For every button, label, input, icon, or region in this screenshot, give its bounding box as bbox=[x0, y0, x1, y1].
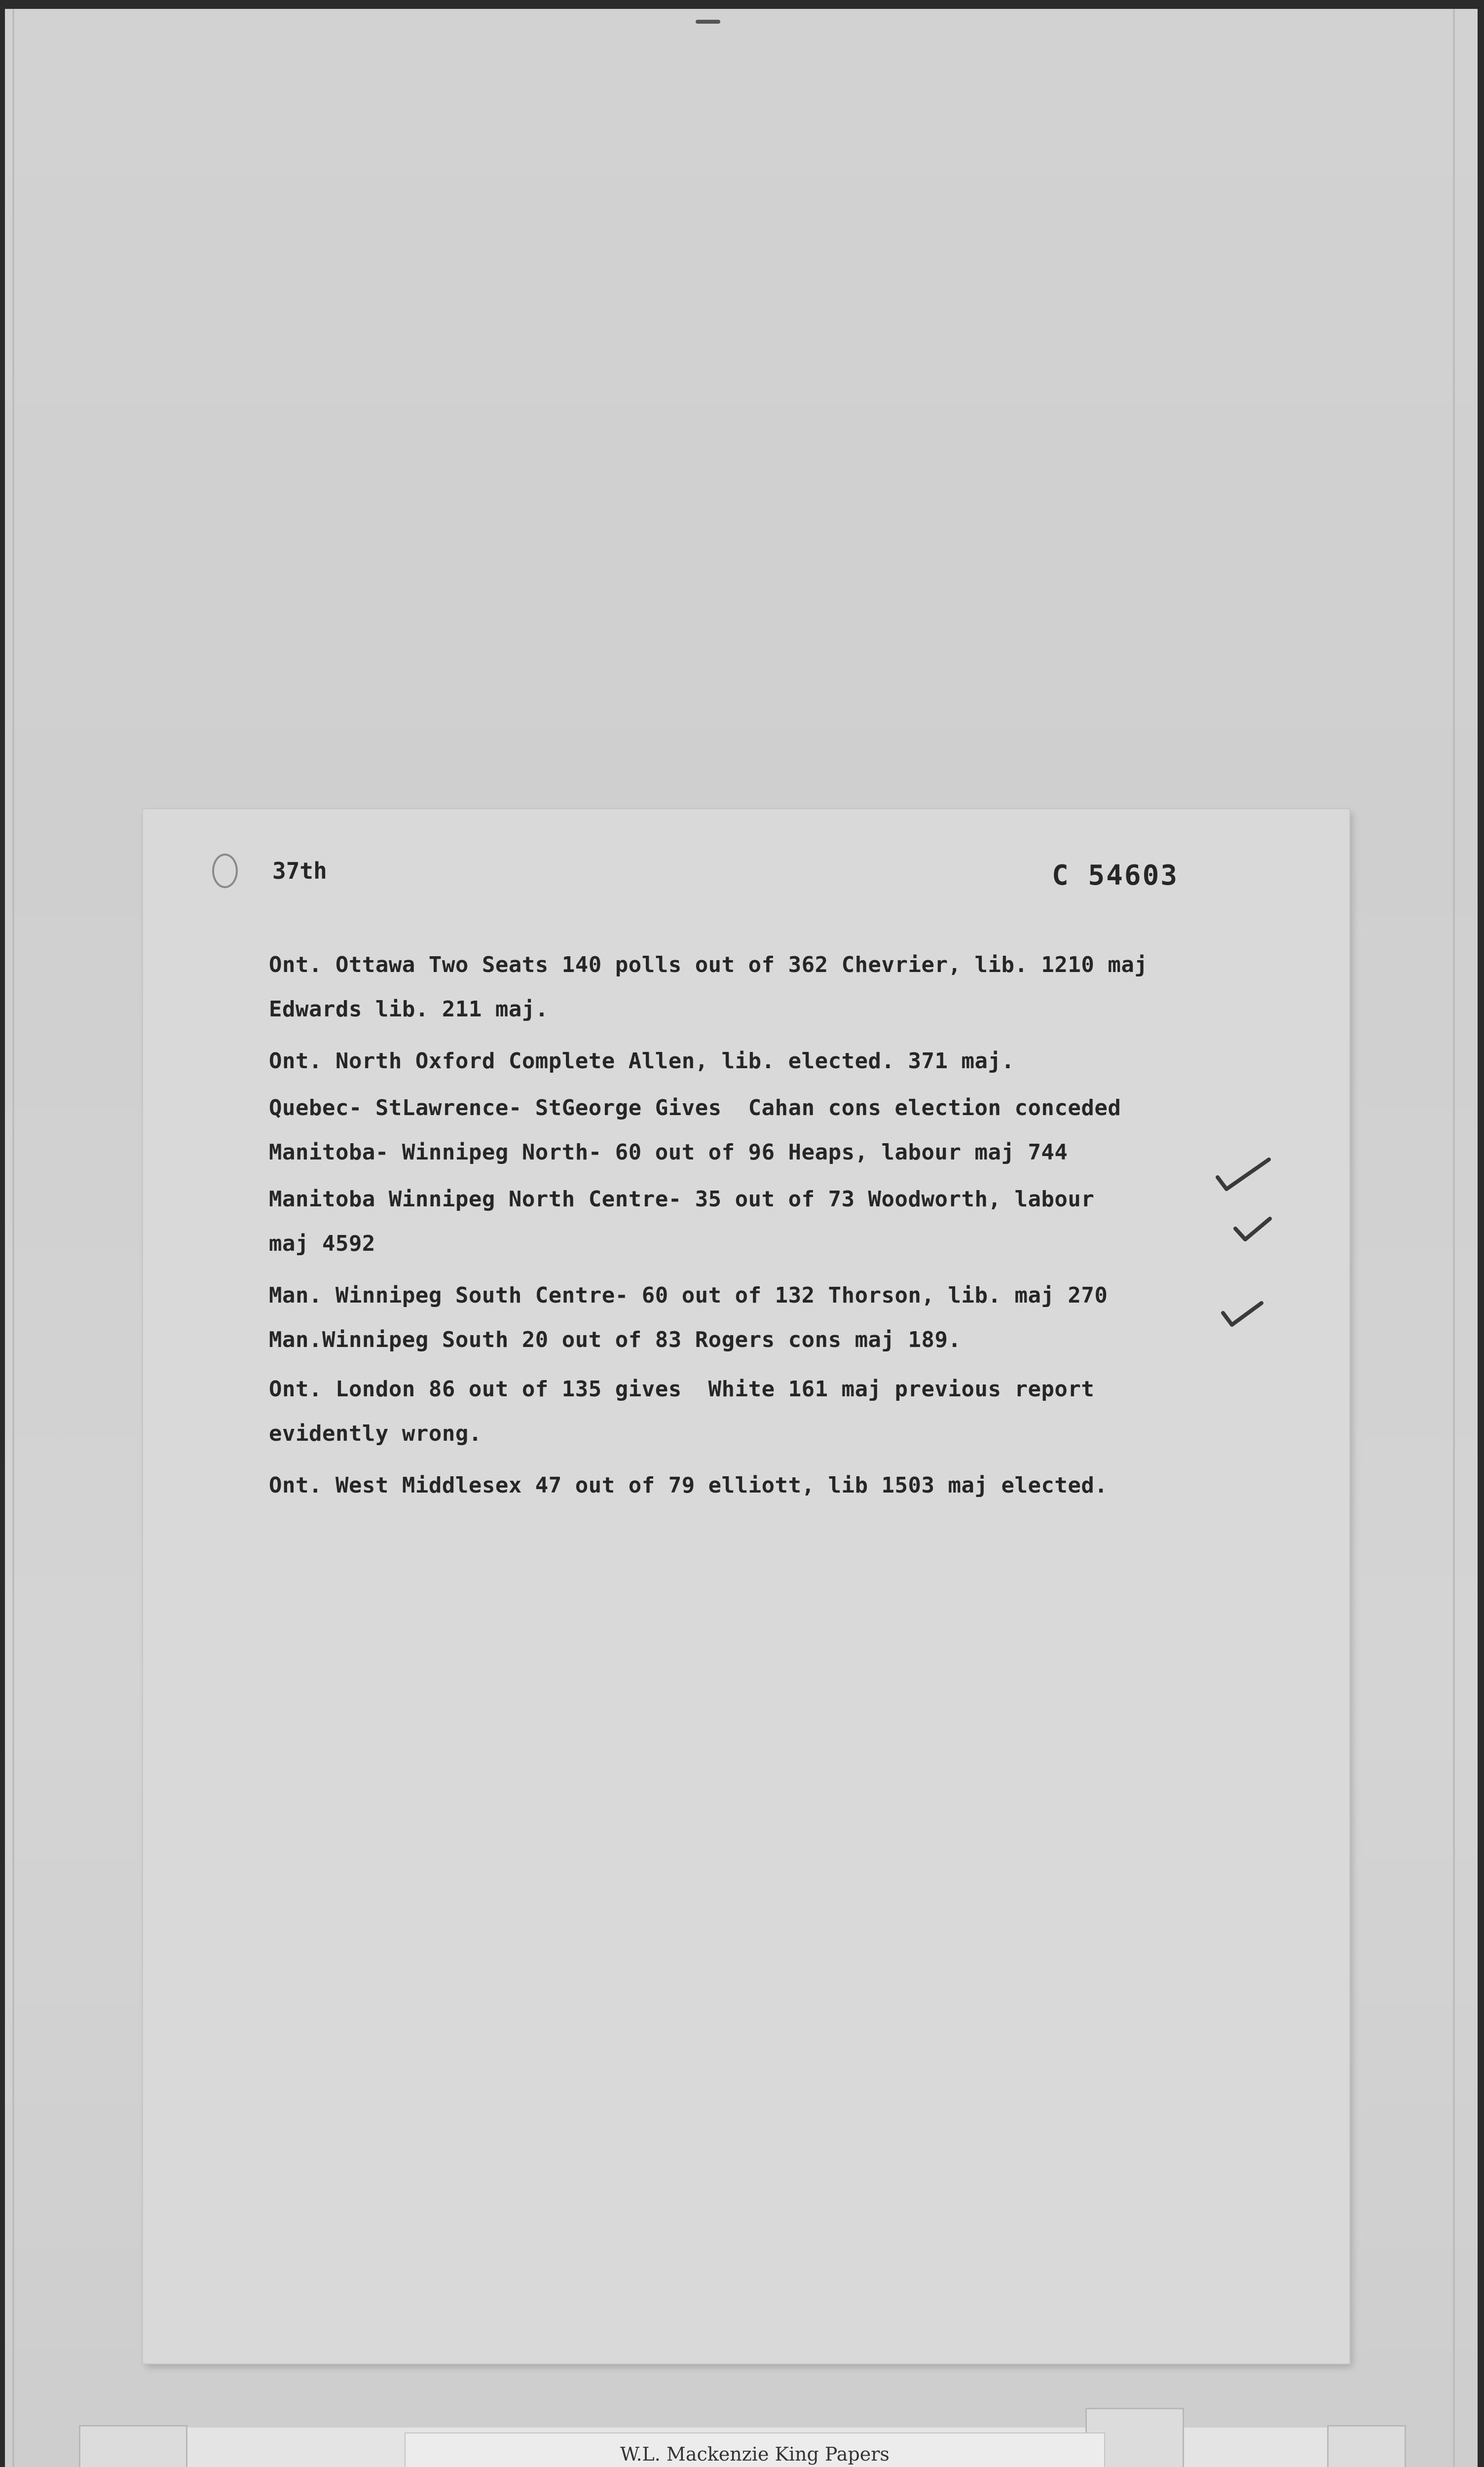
top-registration-mark bbox=[696, 20, 720, 24]
typed-memo-sheet bbox=[143, 809, 1349, 2363]
check-mark-icon bbox=[1228, 1209, 1288, 1248]
memo-line: Quebec- StLawrence- StGeorge Gives Cahan cons election conceded bbox=[269, 1095, 1121, 1121]
memo-line: Manitoba- Winnipeg North- 60 out of 96 Heaps, labour maj 744 bbox=[269, 1140, 1068, 1165]
reference-number: C 54603 bbox=[1052, 860, 1179, 892]
memo-line: Ont. Ottawa Two Seats 140 polls out of 362 Chevrier, lib. 1210 maj bbox=[269, 952, 1148, 977]
card-far-right-tab bbox=[1327, 2425, 1406, 2467]
memo-line: Edwards lib. 211 maj. bbox=[269, 997, 549, 1022]
memo-line: Ont. North Oxford Complete Allen, lib. elected. 371 maj. bbox=[269, 1048, 1015, 1074]
memo-line: maj 4592 bbox=[269, 1231, 375, 1256]
left-frame-edge bbox=[12, 9, 14, 2467]
memo-line: Manitoba Winnipeg North Centre- 35 out of 73 Woodworth, labour bbox=[269, 1187, 1095, 1212]
memo-line: evidently wrong. bbox=[269, 1421, 482, 1446]
punch-hole bbox=[212, 854, 238, 888]
memo-line: Ont. London 86 out of 135 gives White 161 maj previous report bbox=[269, 1377, 1095, 1402]
memo-line: Ont. West Middlesex 47 out of 79 elliott, lib 1503 maj elected. bbox=[269, 1473, 1108, 1498]
card-left-tab bbox=[79, 2425, 187, 2467]
right-frame-edge bbox=[1453, 9, 1455, 2467]
page-number: 37th bbox=[272, 858, 327, 884]
memo-line: Man.Winnipeg South 20 out of 83 Rogers cons maj 189. bbox=[269, 1327, 962, 1352]
collection-label bbox=[405, 2432, 1105, 2467]
check-mark-icon bbox=[1216, 1295, 1275, 1335]
memo-line: Man. Winnipeg South Centre- 60 out of 132 Thorson, lib. maj 270 bbox=[269, 1283, 1108, 1308]
collection-title: W.L. Mackenzie King Papers bbox=[620, 2443, 890, 2465]
check-mark-icon bbox=[1214, 1155, 1273, 1194]
